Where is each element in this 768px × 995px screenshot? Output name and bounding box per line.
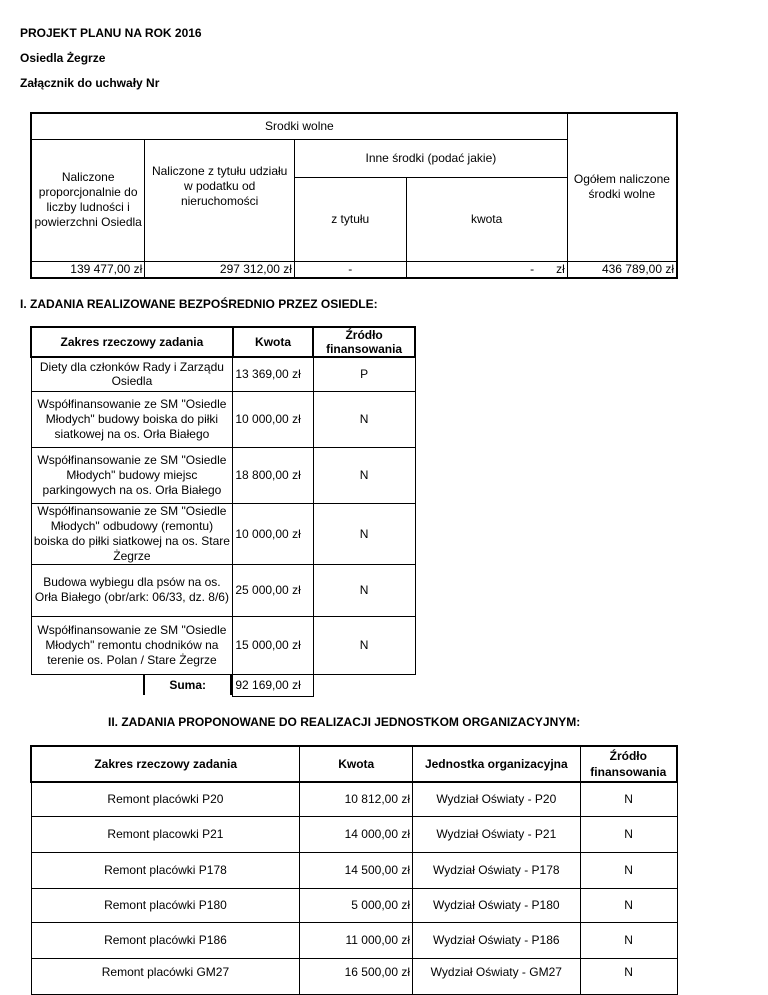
funds-value-amount: - zł [406,261,567,278]
section1-title: I. ZADANIA REALIZOWANE BEZPOŚREDNIO PRZEZ OSIEDLE: [20,297,378,311]
table-row-unit: Wydział Oświaty - GM27 [413,958,581,994]
table-row-task: Remont placówki P186 [31,922,300,958]
section2-header-amount: Kwota [300,746,413,782]
funds-col-population-header: Naliczone proporcjonalnie do liczby ludności i powierzchni Osiedla [31,139,145,261]
table-row-source: N [580,782,677,816]
table-row-unit: Wydział Oświaty - P20 [413,782,581,816]
funds-other-header: Inne środki (podać jakie) [294,139,567,177]
funds-value-population: 139 477,00 zł [31,261,145,278]
table-row-amount: 5 000,00 zł [300,888,413,922]
section1-sum-empty [313,674,415,696]
table-row-amount: 14 000,00 zł [300,816,413,852]
table-row-unit: Wydział Oświaty - P21 [413,816,581,852]
table-row-source: N [313,447,415,503]
table-row-source: P [313,357,415,391]
funds-value-total: 436 789,00 zł [567,261,677,278]
table-row-source: N [580,852,677,888]
table-row-amount: 10 000,00 zł [233,503,313,564]
table-row-amount: 14 500,00 zł [300,852,413,888]
funds-value-tax: 297 312,00 zł [145,261,295,278]
table-row-task: Remont placówki GM27 [31,958,300,994]
section1-sum-value: 92 169,00 zł [233,674,313,696]
table-row-amount: 10 812,00 zł [300,782,413,816]
table-row-task: Remont placówki P180 [31,888,300,922]
table-row-task: Diety dla członków Rady i Zarządu Osiedla [31,357,233,391]
table-row-task: Współfinansowanie ze SM "Osiedle Młodych" remontu chodników na terenie os. Polan / Stare Żegrze [31,616,233,674]
section2-header-source: Źródło finansowania [580,746,677,782]
table-row-task: Współfinansowanie ze SM "Osiedle Młodych" budowy miejsc parkingowych na os. Orła Białego [31,447,233,503]
table-row-source: N [580,888,677,922]
section1-sum-label: Suma: [143,675,232,695]
table-row-task: Współfinansowanie ze SM "Osiedle Młodych" budowy boiska do piłki siatkowej na os. Orła Białego [31,391,233,447]
section1-header-amount: Kwota [233,327,313,357]
table-row-unit: Wydział Oświaty - P186 [413,922,581,958]
table-row-task: Remont placówki P20 [31,782,300,816]
table-row-source: N [313,564,415,616]
table-row-source: N [313,503,415,564]
table-row-unit: Wydział Oświaty - P178 [413,852,581,888]
table-row-unit: Wydział Oświaty - P180 [413,888,581,922]
table-row-amount: 15 000,00 zł [233,616,313,674]
table-row-source: N [580,922,677,958]
document-subtitle: Osiedla Żegrze [20,51,106,65]
funds-col-amount-header: kwota [406,177,567,261]
funds-title: Srodki wolne [31,113,567,139]
section1-table [30,326,416,697]
section2-table [30,745,678,995]
document-annex: Załącznik do uchwały Nr [20,76,160,90]
section1-header-task: Zakres rzeczowy zadania [31,327,233,357]
table-row-amount: 18 800,00 zł [233,447,313,503]
funds-col-tax-header: Naliczone z tytułu udziału w podatku od nieruchomości [145,139,295,261]
table-row-source: N [580,958,677,994]
table-row-amount: 25 000,00 zł [233,564,313,616]
funds-table [30,112,678,279]
section2-header-unit: Jednostka organizacyjna [413,746,581,782]
funds-value-title: - [294,261,406,278]
table-row-task: Remont placowki P21 [31,816,300,852]
table-row-amount: 11 000,00 zł [300,922,413,958]
section1-header-source: Źródło finansowania [313,327,415,357]
table-row-amount: 13 369,00 zł [233,357,313,391]
section2-header-task: Zakres rzeczowy zadania [31,746,300,782]
table-row-amount: 16 500,00 zł [300,958,413,994]
section2-title: II. ZADANIA PROPONOWANE DO REALIZACJI JEDNOSTKOM ORGANIZACYJNYM: [108,715,581,729]
funds-col-total-header: Ogółem naliczone środki wolne [567,113,677,261]
table-row-source: N [313,391,415,447]
table-row-task: Remont placówki P178 [31,852,300,888]
funds-col-title-header: z tytułu [294,177,406,261]
table-row-amount: 10 000,00 zł [233,391,313,447]
document-title: PROJEKT PLANU NA ROK 2016 [20,26,202,40]
table-row-source: N [580,816,677,852]
section1-sum-cell [31,674,233,696]
table-row-task: Budowa wybiegu dla psów na os. Orła Białego (obr/ark: 06/33, dz. 8/6) [31,564,233,616]
table-row-source: N [313,616,415,674]
table-row-task: Współfinansowanie ze SM "Osiedle Młodych" odbudowy (remontu) boiska do piłki siatkowej na os. Stare Żegrze [31,503,233,564]
